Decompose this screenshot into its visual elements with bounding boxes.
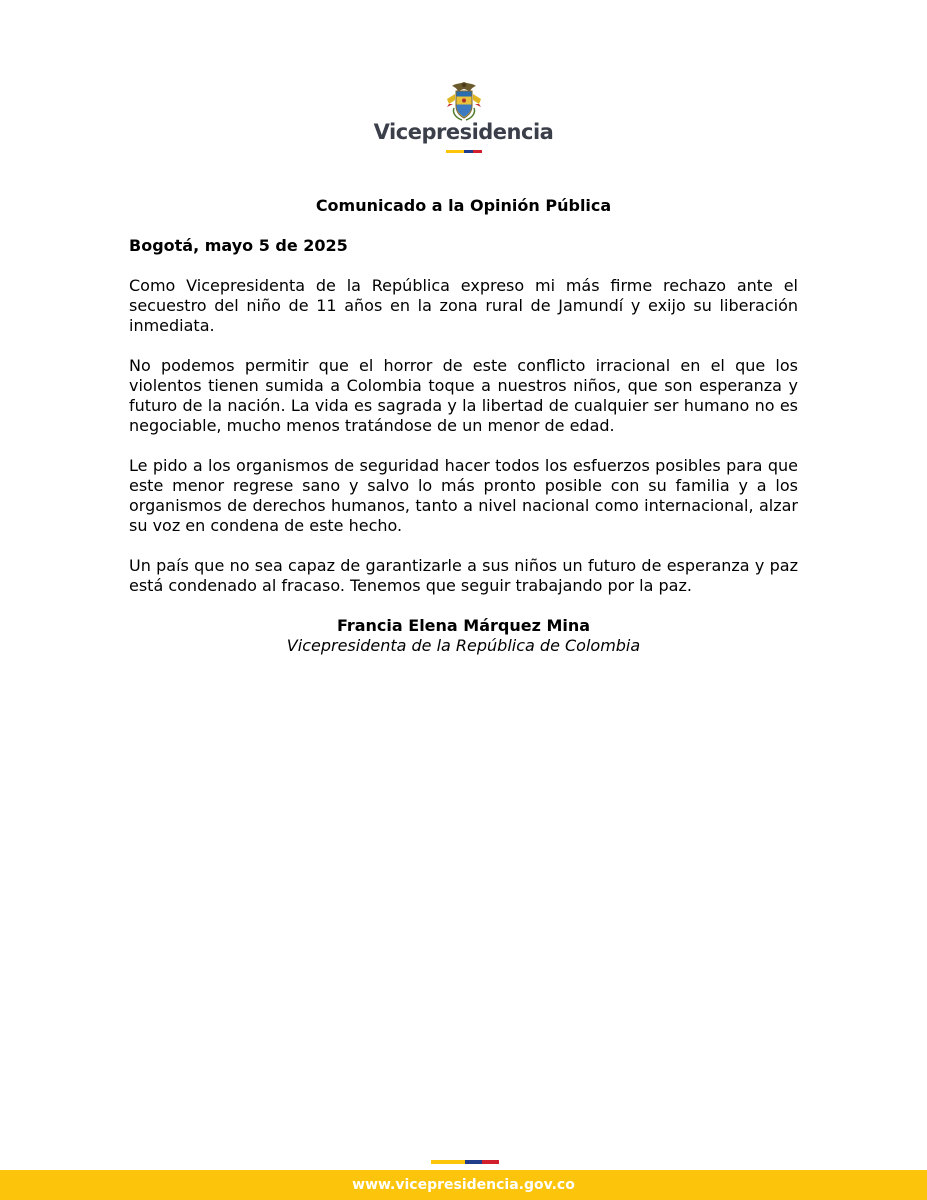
footer-flag-stripe: [431, 1160, 499, 1164]
footer-website-link[interactable]: www.vicepresidencia.gov.co: [352, 1177, 575, 1193]
coat-of-arms-icon: [442, 80, 486, 122]
brand-name: Vicepresidencia: [373, 120, 554, 144]
communique-date: Bogotá, mayo 5 de 2025: [129, 236, 348, 255]
paragraph: Le pido a los organismos de seguridad hacer todos los esfuerzos posibles para que este menor regrese sano y salvo lo más pronto posible con su familia y a los organismos de derechos humanos, tanto a nivel nacional como internacional, alzar su voz en condena de este hecho.: [129, 456, 798, 535]
paragraph: No podemos permitir que el horror de este conflicto irracional en el que los violentos tienen sumida a Colombia toque a nuestros niños, que son esperanza y futuro de la nación. La vida es sagrada y la libertad de cualquier ser humano no es negociable, mucho menos tratándose de un menor de edad.: [129, 356, 798, 435]
paragraph: Un país que no sea capaz de garantizarle a sus niños un futuro de esperanza y paz está condenado al fracaso. Tenemos que seguir trabajando por la paz.: [129, 556, 798, 595]
communique-title: Comunicado a la Opinión Pública: [315, 196, 612, 215]
communique-body: [129, 196, 798, 656]
footer-bar: [0, 1170, 927, 1200]
letterhead: [0, 80, 927, 153]
paragraph: Como Vicepresidenta de la República expreso mi más firme rechazo ante el secuestro del niño de 11 años en la zona rural de Jamundí y exijo su liberación inmediata.: [129, 276, 798, 335]
signatory-name: Francia Elena Márquez Mina: [336, 616, 591, 635]
signature-block: [129, 616, 798, 656]
brand-flag-stripe: [446, 150, 482, 153]
signatory-role: Vicepresidenta de la República de Colombia: [286, 636, 641, 655]
